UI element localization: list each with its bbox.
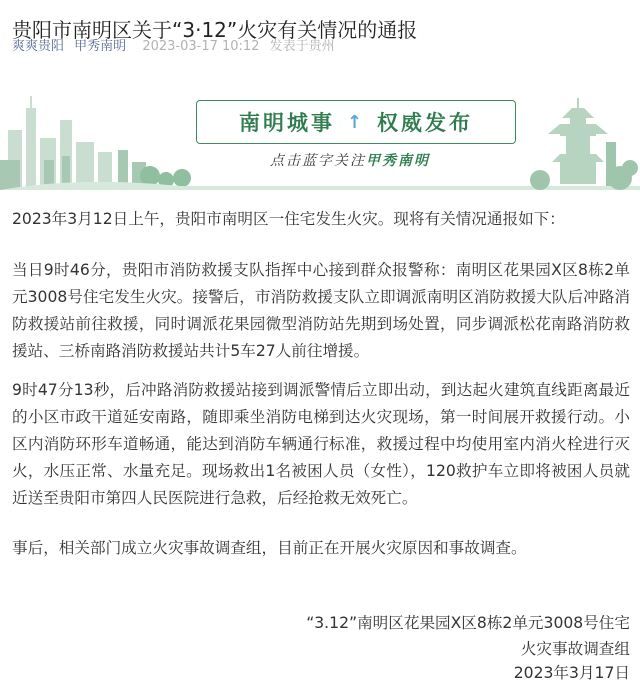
banner-left-text: 南明城事 [238,111,335,135]
body-paragraph-intro: 2023年3月12日上午，贵阳市南明区一住宅发生火灾。现将有关情况通报如下： [12,210,565,228]
body-paragraph-investigation: 事后，相关部门成立火灾事故调查组，目前正在开展火灾原因和事故调查。 [12,539,527,557]
body-paragraph-rescue: 9时47分13秒，后冲路消防救援站接到调派警情后立即出动，到达起火建筑直线距离最近的小区市政干道延安南路，随即乘坐消防电梯到达火灾现场，第一时间展开救援行动。小区内消防环形车道畅通，能达到消防车辆通行标准，救援过程中均使用室内消火栓进行灭火，水压正常、水量充足。现场救出1名被困人员（女性），120救护车立即将被困人员就近送至贵阳市第四人民医院进行急救，后经抢救无效死亡。 [12,381,630,507]
signature-line-address: “3.12”南明区花果园X区8栋2单元3008号住宅 [306,614,630,632]
source-account-link[interactable]: 爽爽贵阳 [12,39,65,54]
article-meta [12,36,335,58]
signature-line-group: 火灾事故调查组 [520,640,630,658]
banner-right-text: 权威发布 [377,111,474,135]
banner-title-box [196,100,516,144]
banner-sub-highlight: 甲秀南明 [366,153,430,169]
author-link[interactable]: 甲秀南明 [74,39,127,54]
banner-sub-prefix: 点击蓝字关注 [270,153,366,169]
body-paragraph-alarm: 当日9时46分，贵阳市消防救援支队指挥中心接到群众报警称：南明区花果园X区8栋2单元3008号住宅发生火灾。接警后，市消防救援支队立即调派南明区消防救援大队后冲路消防救援站前往救援，同时调派花果园微型消防站先期到场处置，同步调派松花南路消防救援站、三桥南路消防救援站共计5车27人前往增援。 [12,261,630,360]
banner-subtitle [270,150,510,172]
publish-location: 发表于贵州 [269,39,335,54]
banner-image [0,90,640,190]
signature-line-date: 2023年3月17日 [513,664,630,682]
publish-time: 2023-03-17 10:12 [142,39,260,54]
up-arrow-icon: ↑ [346,111,366,133]
article-title: 贵阳市南明区关于“3·12”火灾有关情况的通报 [12,18,418,43]
banner-headline [197,101,515,143]
